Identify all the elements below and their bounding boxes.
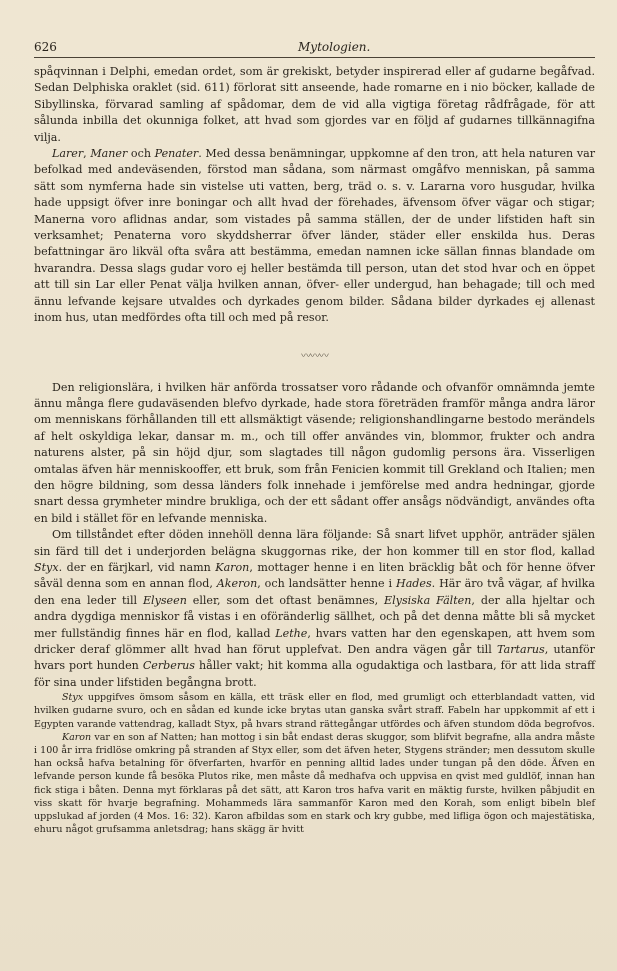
text-run: , hvars vatten har den egenskapen, att hvem som dricker deraf glömmer allt hvad han förut upplefvat. Den andra vägen går till bbox=[34, 626, 596, 656]
text-run: . Här äro två vägar, af hvilka den ena leder till bbox=[34, 577, 596, 607]
term-akeron: Akeron bbox=[216, 577, 258, 591]
note-text: uppgifves ömsom såsom en källa, ett träsk eller en flod, med grumligt och etterblandadt vatten, vid hvilken gudarne svuro, och en sådan ed kunde icke brytas utan ganska svårt straff. Fabeln har uppkommit af ett i Egypten varande vattendrag, kalladt Styx, på hvars strand rättegångar utfördes och äfven stundom döda begrofvos. bbox=[34, 692, 595, 730]
text-run: eller, som det oftast benämnes, bbox=[186, 593, 385, 607]
note-term-karon: Karon bbox=[62, 731, 92, 743]
page-number: 626 bbox=[34, 40, 57, 54]
afterlife-paragraph bbox=[34, 527, 595, 691]
text-run: , utanför hvars port hunden bbox=[34, 643, 595, 673]
text-run: . der en färjkarl, vid namn bbox=[58, 560, 216, 574]
religion-paragraph: Den religionslära, i hvilken här anförda trossatser voro rådande och ofvanför omnämnda jemte ännu många flere gudaväsenden blefvo dyrkade, hade stora företräden framför många andra läror om menniskans förhållanden till ett allsmäktigt väsende; religionshandlingarne bestodo merändels af helt oskyldiga lekar, dansar m. m., och till offer användes vin, blommor, frukter och andra naturens alster, på sin höjd djur, som slagtades till någon gudomlig persons ära. Visserligen omtalas äfven här menniskooffer, ett bruk, som från Fenicien kommit till Grekland och Italien; men den högre bildning, som dessa länders folk innehade i jemförelse med andra hedningar, gjorde snart dessa grymheter mindre brukliga, och der ett sådant offer ansågs nödvändigt, användes ofta en bild i stället för en lefvande menniska. bbox=[34, 380, 595, 525]
text-run: , mottager henne i en liten bräcklig båt och för henne öfver såväl denna som en annan flod, bbox=[34, 560, 595, 591]
page-header bbox=[34, 40, 595, 58]
term-cerberus: Cerberus bbox=[142, 659, 195, 673]
note-term-styx: Styx bbox=[62, 692, 84, 704]
footnote-karon bbox=[34, 731, 595, 837]
text-run: Om tillståndet efter döden innehöll denna lära följande: Så snart lifvet upphör, anträder själen sin färd till det i underjorden belägna skuggornas rike, der hon kommer till en stor flod, kallad bbox=[34, 528, 595, 558]
term-lethe: Lethe bbox=[275, 626, 308, 640]
term-hades: Hades bbox=[396, 577, 432, 591]
term-penater: Penater bbox=[154, 147, 199, 161]
term-maner: Maner bbox=[90, 147, 128, 161]
term-styx: Styx bbox=[34, 560, 59, 574]
text-run: , och landsätter henne i bbox=[257, 577, 397, 591]
conjunction: och bbox=[127, 147, 155, 161]
note-text: var en son af Natten; han mottog i sin båt endast deras skuggor, som blifvit begrafne, alla andra måste i 100 år irra fridlöse omkring på stranden af Styx eller, som det äfven heter, Stygens stränder; men dessutom skulle han också hafva betalning för öfverfarten, hvarför en penning alltid lades under tungan på den döde. Äfven en lefvande person kunde få besöka Plutos rike, men måste då medhafva och uppvisa en qvist med guldlöf, innan han fick stiga i båten. Denna myt förklaras på det sätt, att Karon tros hafva varit en mäktig furste, hvilken påbjudit en viss skatt för hvarje begrafning. Mohammeds lära sammanför Karon med den Korah, som enligt bibeln blef uppslukad af jorden (4 Mos. 16: 32). Karon afbildas som en stark och kry gubbe, med lifliga ögon och majestätiska, ehuru något grufsamma anletsdrag; hans skägg är hvitt bbox=[34, 731, 595, 836]
larer-paragraph bbox=[34, 146, 595, 326]
separator: , bbox=[83, 147, 91, 161]
sibyl-paragraph: spåqvinnan i Delphi, emedan ordet, som är grekiskt, betyder inspirerad eller af gudarne begåfvad. Sedan Delphiska oraklet (sid. 611) förlorat sitt anseende, hade romarne en i nio böcker, kallade de Sibyllinska, förvarad samling af spådomar, dem de vid alla vigtiga företag rådfrågade, för att sålunda inbilla det okunniga folket, att hvad som gjordes var en följd af gudarnes tillkännagifna vilja. bbox=[34, 65, 595, 144]
term-elysiska-falten: Elysiska Fälten bbox=[384, 593, 472, 607]
text-run: , der alla hjeltar och andra dygdiga menniskor få vistas i en oföränderlig sällhet, och på det denna måtte bli så mycket mer fullständig finnes här en flod, kallad bbox=[34, 593, 595, 640]
term-elyseen: Elyseen bbox=[142, 593, 187, 607]
section-divider-ornament: 〰〰〰 bbox=[301, 350, 328, 362]
text-run: håller vakt; hit komma alla ogudaktiga och lastbara, för att lida straff för sina under lifstiden begångna brott. bbox=[34, 659, 596, 689]
larer-text: . Med dessa benämningar, uppkomne af den tron, att hela naturen var befolkad med andeväsenden, förstod man sådana, som närmast omgåfvo menniskan, på samma sätt som nymferna hade sin vistelse uti vatten, berg, träd o. s. v. Lararna voro husgudar, hvilka hade uppsigt öfver inre boningar och allt hvad der förehades, äfvensom öfver vägar och stigar; Manerna voro aflidnas andar, som vistades på samma ställen, der de under lifstiden haft sin verksamhet; Penaterna voro skyddsherrar öfver länder, städer eller enskilda hus. Deras befattningar äro likväl ofta svåra att bestämma, emedan namnen icke sällan finnas blandade om hvarandra. Dessa slags gudar voro ej heller bestämda till person, utan det stod hvar och en öppet att till sin Lar eller Penat välja hvilken annan, öfver- eller undergud, han behagade; till och med ännu lefvande kejsare utvaldes och dyrkades genom bilder. Sådana bilder dyrkades ej allenast inom hus, utan medfördes ofta till och med på resor. bbox=[34, 147, 596, 325]
term-larer: Larer bbox=[52, 147, 84, 161]
term-karon: Karon bbox=[215, 560, 250, 574]
running-title: Mytologien. bbox=[298, 40, 371, 54]
footnote-styx bbox=[34, 691, 595, 731]
term-tartarus: Tartarus bbox=[497, 643, 545, 656]
